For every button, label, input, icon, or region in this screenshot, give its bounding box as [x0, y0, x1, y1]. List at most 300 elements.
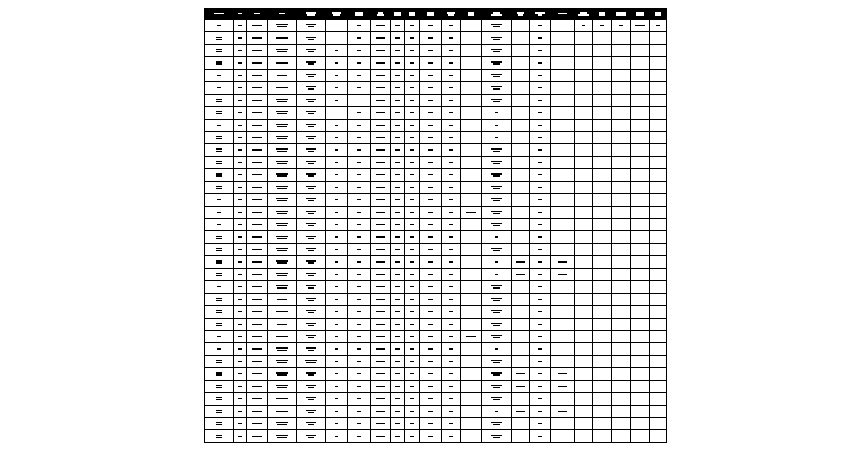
- table-cell: [442, 32, 461, 44]
- table-cell: [530, 405, 551, 417]
- table-cell: [650, 194, 667, 206]
- table-cell: [512, 144, 530, 156]
- cell-text-mark: [410, 260, 413, 263]
- table-cell: [461, 69, 482, 81]
- table-cell: [482, 206, 512, 218]
- cell-text-mark: [276, 284, 288, 289]
- table-cell: [482, 144, 512, 156]
- table-cell: [593, 194, 612, 206]
- table-cell: [442, 156, 461, 168]
- table-cell: [530, 32, 551, 44]
- cell-text-mark: [449, 161, 454, 164]
- table-cell: [612, 405, 631, 417]
- table-cell: [405, 281, 420, 293]
- table-cell: [575, 131, 593, 143]
- cell-text-mark: [395, 260, 400, 263]
- cell-text-mark: [395, 273, 400, 276]
- cell-text-mark: [276, 260, 288, 265]
- cell-text-mark: [252, 161, 261, 164]
- cell-text-mark: [395, 149, 400, 152]
- header-text-mark: [306, 11, 316, 16]
- table-cell: [461, 181, 482, 193]
- table-cell: [205, 44, 234, 56]
- cell-text-mark: [276, 421, 288, 426]
- table-cell: [405, 57, 420, 69]
- header-text-mark: [355, 11, 363, 16]
- column-header-c15: [512, 9, 530, 20]
- table-cell: [631, 268, 650, 280]
- cell-text-mark: [306, 160, 316, 165]
- cell-text-mark: [252, 310, 261, 313]
- cell-text-mark: [410, 360, 413, 363]
- cell-text-mark: [277, 298, 286, 301]
- table-cell: [371, 268, 391, 280]
- table-cell: [371, 181, 391, 193]
- cell-text-mark: [428, 24, 433, 27]
- cell-text-mark: [538, 37, 543, 40]
- cell-text-mark: [495, 236, 498, 239]
- cell-text-mark: [410, 435, 413, 438]
- table-cell: [612, 44, 631, 56]
- cell-text-mark: [376, 124, 385, 127]
- table-cell: [612, 206, 631, 218]
- table-cell: [326, 44, 348, 56]
- header-text-mark: [214, 12, 223, 15]
- table-cell: [371, 343, 391, 355]
- cell-text-mark: [238, 435, 243, 438]
- table-cell: [530, 368, 551, 380]
- table-cell: [391, 69, 405, 81]
- table-cell: [530, 293, 551, 305]
- cell-text-mark: [357, 24, 360, 27]
- cell-text-mark: [252, 385, 261, 388]
- table-cell: [442, 107, 461, 119]
- table-cell: [593, 231, 612, 243]
- table-cell: [234, 231, 247, 243]
- table-row: [205, 430, 667, 443]
- table-cell: [371, 107, 391, 119]
- cell-text-mark: [357, 198, 360, 201]
- cell-text-mark: [335, 211, 338, 214]
- cell-text-mark: [238, 248, 243, 251]
- table-cell: [612, 57, 631, 69]
- table-cell: [205, 330, 234, 342]
- table-cell: [405, 82, 420, 94]
- cell-text-mark: [376, 186, 385, 189]
- cell-text-mark: [276, 61, 288, 64]
- table-cell: [575, 57, 593, 69]
- cell-text-mark: [428, 435, 433, 438]
- table-cell: [420, 181, 442, 193]
- cell-text-mark: [276, 110, 288, 115]
- table-cell: [420, 194, 442, 206]
- table-cell: [442, 330, 461, 342]
- column-header-c21: [631, 9, 650, 20]
- cell-text-mark: [335, 61, 338, 64]
- table-cell: [461, 44, 482, 56]
- cell-text-mark: [238, 161, 243, 164]
- table-cell: [268, 405, 297, 417]
- cell-text-mark: [395, 236, 400, 239]
- table-cell: [391, 131, 405, 143]
- table-cell: [391, 405, 405, 417]
- cell-text-mark: [428, 124, 433, 127]
- table-cell: [405, 330, 420, 342]
- table-cell: [205, 430, 234, 443]
- table-cell: [420, 293, 442, 305]
- table-cell: [297, 231, 326, 243]
- cell-text-mark: [252, 136, 261, 139]
- table-cell: [612, 231, 631, 243]
- cell-text-mark: [335, 273, 338, 276]
- cell-text-mark: [516, 273, 525, 276]
- table-cell: [593, 405, 612, 417]
- table-cell: [482, 119, 512, 131]
- cell-text-mark: [428, 348, 433, 351]
- table-row: [205, 355, 667, 367]
- table-cell: [461, 256, 482, 268]
- table-cell: [405, 206, 420, 218]
- table-cell: [420, 393, 442, 405]
- table-cell: [482, 355, 512, 367]
- cell-text-mark: [538, 285, 543, 288]
- table-cell: [442, 231, 461, 243]
- cell-text-mark: [306, 48, 316, 53]
- cell-text-mark: [252, 273, 261, 276]
- cell-text-mark: [428, 273, 433, 276]
- table-cell: [247, 119, 268, 131]
- cell-text-mark: [335, 74, 338, 77]
- table-cell: [593, 268, 612, 280]
- table-cell: [593, 44, 612, 56]
- cell-text-mark: [276, 310, 288, 313]
- cell-text-mark: [216, 160, 223, 165]
- cell-text-mark: [238, 285, 243, 288]
- table-cell: [234, 206, 247, 218]
- table-cell: [551, 131, 575, 143]
- table-cell: [612, 107, 631, 119]
- cell-text-mark: [449, 24, 454, 27]
- table-cell: [234, 32, 247, 44]
- table-cell: [371, 82, 391, 94]
- cell-text-mark: [491, 23, 501, 28]
- table-cell: [612, 368, 631, 380]
- cell-text-mark: [306, 421, 316, 426]
- table-cell: [512, 57, 530, 69]
- table-cell: [512, 281, 530, 293]
- table-cell: [234, 144, 247, 156]
- table-cell: [530, 131, 551, 143]
- table-cell: [326, 355, 348, 367]
- header-text-mark: [491, 11, 501, 16]
- table-cell: [650, 69, 667, 81]
- table-cell: [461, 418, 482, 430]
- table-cell: [268, 156, 297, 168]
- table-cell: [348, 119, 371, 131]
- cell-text-mark: [276, 410, 288, 413]
- cell-text-mark: [306, 23, 316, 28]
- table-cell: [268, 131, 297, 143]
- cell-text-mark: [276, 247, 288, 252]
- table-cell: [593, 144, 612, 156]
- cell-text-mark: [306, 123, 316, 128]
- table-cell: [551, 368, 575, 380]
- header-text-mark: [535, 11, 544, 16]
- table-cell: [247, 318, 268, 330]
- cell-text-mark: [217, 285, 220, 288]
- cell-text-mark: [410, 49, 413, 52]
- cell-text-mark: [276, 347, 288, 352]
- table-cell: [371, 169, 391, 181]
- cell-text-mark: [306, 85, 316, 90]
- table-cell: [326, 181, 348, 193]
- cell-text-mark: [491, 61, 501, 66]
- table-cell: [575, 243, 593, 255]
- table-cell: [612, 181, 631, 193]
- cell-text-mark: [306, 73, 316, 78]
- cell-text-mark: [491, 322, 501, 327]
- cell-text-mark: [252, 49, 261, 52]
- table-cell: [371, 219, 391, 231]
- column-header-c11: [420, 9, 442, 20]
- table-row: [205, 119, 667, 131]
- table-cell: [551, 194, 575, 206]
- table-cell: [551, 69, 575, 81]
- cell-text-mark: [216, 384, 223, 389]
- table-cell: [420, 281, 442, 293]
- table-cell: [205, 206, 234, 218]
- cell-text-mark: [306, 371, 316, 376]
- table-cell: [551, 293, 575, 305]
- table-cell: [420, 380, 442, 392]
- cell-text-mark: [238, 61, 243, 64]
- table-cell: [551, 181, 575, 193]
- table-cell: [612, 343, 631, 355]
- table-cell: [405, 119, 420, 131]
- table-row: [205, 156, 667, 168]
- table-cell: [650, 231, 667, 243]
- table-cell: [650, 268, 667, 280]
- cell-text-mark: [238, 99, 243, 102]
- table-cell: [268, 330, 297, 342]
- table-cell: [371, 119, 391, 131]
- table-cell: [650, 144, 667, 156]
- cell-text-mark: [428, 410, 433, 413]
- cell-text-mark: [306, 396, 316, 401]
- table-cell: [205, 82, 234, 94]
- table-cell: [391, 393, 405, 405]
- table-cell: [593, 343, 612, 355]
- table-cell: [420, 330, 442, 342]
- cell-text-mark: [449, 422, 454, 425]
- table-cell: [593, 94, 612, 106]
- cell-text-mark: [216, 434, 223, 439]
- cell-text-mark: [252, 61, 261, 64]
- table-cell: [482, 306, 512, 318]
- table-cell: [268, 119, 297, 131]
- cell-text-mark: [410, 186, 413, 189]
- cell-text-mark: [276, 384, 288, 389]
- table-row: [205, 44, 667, 56]
- cell-text-mark: [376, 360, 385, 363]
- table-cell: [268, 144, 297, 156]
- table-cell: [326, 380, 348, 392]
- table-cell: [461, 156, 482, 168]
- cell-text-mark: [376, 61, 385, 64]
- table-cell: [420, 355, 442, 367]
- cell-text-mark: [428, 385, 433, 388]
- table-cell: [461, 32, 482, 44]
- table-cell: [371, 318, 391, 330]
- cell-text-mark: [217, 74, 220, 77]
- table-cell: [512, 293, 530, 305]
- cell-text-mark: [428, 335, 433, 338]
- table-cell: [530, 281, 551, 293]
- header-text-mark: [332, 11, 341, 16]
- table-cell: [530, 306, 551, 318]
- cell-text-mark: [238, 310, 243, 313]
- table-cell: [593, 293, 612, 305]
- table-cell: [575, 256, 593, 268]
- cell-text-mark: [410, 348, 413, 351]
- table-row: [205, 418, 667, 430]
- cell-text-mark: [335, 422, 338, 425]
- table-cell: [575, 405, 593, 417]
- table-row: [205, 131, 667, 143]
- table-cell: [530, 380, 551, 392]
- table-cell: [442, 355, 461, 367]
- cell-text-mark: [395, 285, 400, 288]
- table-cell: [234, 94, 247, 106]
- table-cell: [420, 119, 442, 131]
- table-cell: [234, 293, 247, 305]
- table-cell: [247, 82, 268, 94]
- cell-text-mark: [538, 86, 543, 89]
- table-cell: [420, 131, 442, 143]
- table-cell: [593, 206, 612, 218]
- table-cell: [612, 430, 631, 443]
- table-cell: [612, 156, 631, 168]
- cell-text-mark: [410, 285, 413, 288]
- cell-text-mark: [395, 335, 400, 338]
- table-cell: [405, 131, 420, 143]
- table-cell: [631, 144, 650, 156]
- table-cell: [205, 181, 234, 193]
- table-cell: [482, 69, 512, 81]
- cell-text-mark: [357, 410, 360, 413]
- table-cell: [268, 243, 297, 255]
- table-cell: [391, 57, 405, 69]
- table-cell: [247, 156, 268, 168]
- cell-text-mark: [491, 297, 501, 302]
- table-cell: [234, 430, 247, 443]
- table-cell: [593, 156, 612, 168]
- table-cell: [326, 219, 348, 231]
- cell-text-mark: [357, 223, 360, 226]
- cell-text-mark: [428, 310, 433, 313]
- table-cell: [326, 20, 348, 32]
- table-cell: [593, 393, 612, 405]
- table-cell: [391, 44, 405, 56]
- cell-text-mark: [335, 385, 338, 388]
- table-cell: [631, 318, 650, 330]
- table-cell: [631, 69, 650, 81]
- cell-text-mark: [357, 348, 360, 351]
- table-cell: [575, 144, 593, 156]
- table-cell: [234, 405, 247, 417]
- table-cell: [593, 243, 612, 255]
- cell-text-mark: [449, 385, 454, 388]
- table-cell: [612, 32, 631, 44]
- cell-text-mark: [449, 37, 454, 40]
- table-cell: [420, 57, 442, 69]
- table-row: [205, 206, 667, 218]
- table-cell: [405, 380, 420, 392]
- table-cell: [442, 368, 461, 380]
- table-cell: [420, 82, 442, 94]
- table-cell: [297, 119, 326, 131]
- cell-text-mark: [376, 260, 385, 263]
- cell-text-mark: [410, 273, 413, 276]
- cell-text-mark: [449, 49, 454, 52]
- table-cell: [461, 243, 482, 255]
- cell-text-mark: [306, 222, 316, 227]
- cell-text-mark: [428, 37, 433, 40]
- table-cell: [631, 368, 650, 380]
- cell-text-mark: [376, 74, 385, 77]
- table-cell: [575, 119, 593, 131]
- table-cell: [268, 169, 297, 181]
- table-cell: [391, 430, 405, 443]
- table-cell: [326, 318, 348, 330]
- cell-text-mark: [306, 247, 316, 252]
- cell-text-mark: [335, 397, 338, 400]
- cell-text-mark: [466, 335, 475, 338]
- table-cell: [612, 418, 631, 430]
- cell-text-mark: [306, 135, 316, 140]
- cell-text-mark: [306, 260, 316, 265]
- table-cell: [512, 181, 530, 193]
- table-cell: [371, 293, 391, 305]
- cell-text-mark: [276, 222, 288, 227]
- table-cell: [297, 368, 326, 380]
- table-cell: [247, 20, 268, 32]
- cell-text-mark: [306, 409, 316, 414]
- cell-text-mark: [538, 310, 543, 313]
- table-cell: [650, 82, 667, 94]
- cell-text-mark: [216, 61, 223, 66]
- cell-text-mark: [449, 173, 454, 176]
- table-cell: [551, 306, 575, 318]
- table-cell: [326, 107, 348, 119]
- table-cell: [247, 131, 268, 143]
- cell-text-mark: [216, 235, 223, 240]
- table-cell: [405, 256, 420, 268]
- cell-text-mark: [306, 148, 316, 153]
- table-cell: [371, 405, 391, 417]
- cell-text-mark: [252, 24, 261, 27]
- cell-text-mark: [538, 186, 543, 189]
- cell-text-mark: [495, 273, 498, 276]
- table-cell: [442, 430, 461, 443]
- cell-text-mark: [252, 111, 261, 114]
- data-table: [204, 8, 667, 443]
- table-cell: [442, 380, 461, 392]
- cell-text-mark: [238, 111, 243, 114]
- cell-text-mark: [449, 273, 454, 276]
- table-cell: [551, 32, 575, 44]
- table-cell: [348, 32, 371, 44]
